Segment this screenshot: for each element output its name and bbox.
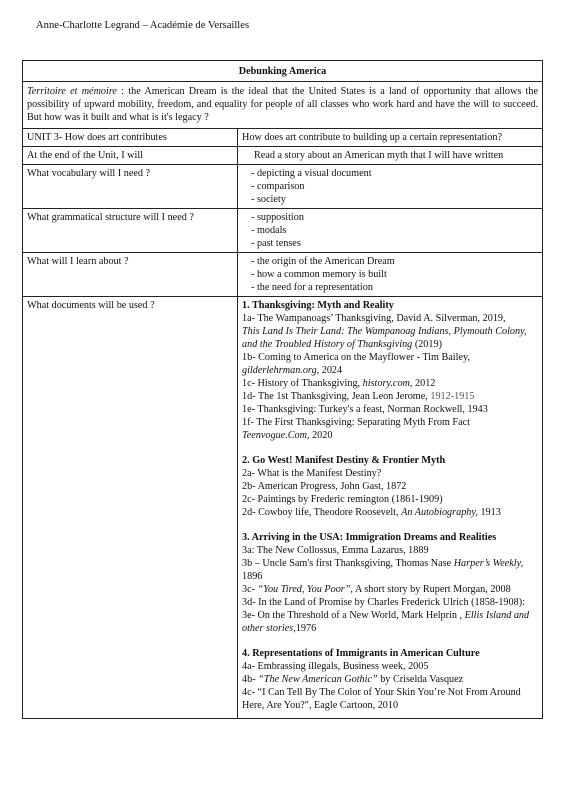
doc-italic: Harper’s Weekly, xyxy=(453,558,524,569)
page-header: Anne-Charlotte Legrand – Académie de Versailles xyxy=(36,20,250,31)
doc-tail: 2024 xyxy=(319,365,343,376)
doc-4a: 4a- Embrassing illegals, Business week, 2005 xyxy=(242,661,429,672)
table-row xyxy=(23,165,543,209)
table-row xyxy=(23,209,543,253)
section-title: 3. Arriving in the USA: Immigration Dreams and Realities xyxy=(242,532,497,543)
table-title: Debunking America xyxy=(23,61,543,82)
intro-text xyxy=(23,82,543,129)
intro-body: : the American Dream is the ideal that the United States is a land of opportunity that allows the possibility of upward mobility, freedom, and equality for people of all classes who work hard and have the will to succeed. But how was it built and what is it's legacy ? xyxy=(27,86,538,123)
doc-tail: 1913 xyxy=(477,507,501,518)
learn-label: What will I learn about ? xyxy=(23,253,238,297)
doc-3a: 3a: The New Collossus, Emma Lazarus, 1889 xyxy=(242,545,429,556)
section-thanksgiving xyxy=(242,299,538,442)
doc-3d: 3d- In the Land of Promise by Charles Frederick Ulrich (1858-1908): xyxy=(242,597,525,608)
doc-3c xyxy=(242,583,538,596)
doc-text: 3e- On the Threshold of a New World, Mark Helprin , xyxy=(242,610,465,621)
list-item: - the need for a representation xyxy=(251,282,373,293)
doc-2a: 2a- What is the Manifest Destiny? xyxy=(242,468,382,479)
unit-plan-table xyxy=(22,60,543,719)
doc-1f xyxy=(242,416,538,442)
list-item: - depicting a visual document xyxy=(251,168,372,179)
list-item: - comparison xyxy=(251,181,305,192)
doc-tail: 1896 xyxy=(242,571,263,582)
doc-italic: “The New American Gothic” xyxy=(258,674,378,685)
doc-4c: 4c- “I Can Tell By The Color of Your Skin You’re Not From Around Here, Are You?", Eagle Cartoon, 2010 xyxy=(242,687,521,711)
grammar-list xyxy=(238,209,543,253)
doc-2c: 2c- Paintings by Frederic remington (1861-1909) xyxy=(242,494,443,505)
doc-1e: 1e- Thanksgiving: Turkey's a feast, Norman Rockwell, 1943 xyxy=(242,404,488,415)
vocab-label: What vocabulary will I need ? xyxy=(23,165,238,209)
table-row xyxy=(23,297,543,719)
doc-tail: (2019) xyxy=(412,339,442,350)
section-title: 1. Thanksgiving: Myth and Reality xyxy=(242,300,394,311)
list-item: - society xyxy=(251,194,286,205)
doc-text: 1b- Coming to America on the Mayflower - Tim Bailey, xyxy=(242,352,470,363)
doc-italic: An Autobiography, xyxy=(401,507,478,518)
doc-text: 1f- The First Thanksgiving: Separating Myth From Fact xyxy=(242,417,470,428)
section-title: 4. Representations of Immigrants in American Culture xyxy=(242,648,480,659)
doc-italic: gilderlehrman.org, xyxy=(242,365,320,376)
doc-italic: history.com xyxy=(362,378,410,389)
end-label: At the end of the Unit, I will xyxy=(23,147,238,165)
doc-tail: , 2012 xyxy=(409,378,436,389)
doc-tail: , 2020 xyxy=(306,430,333,441)
doc-text: 2d- Cowboy life, Theodore Roosevelt, xyxy=(242,507,402,518)
doc-italic: “You Tired, You Poor”, xyxy=(257,584,353,595)
table-row xyxy=(23,253,543,297)
doc-4b xyxy=(242,673,538,686)
grammar-label: What grammatical structure will I need ? xyxy=(23,209,238,253)
list-item: - supposition xyxy=(251,212,304,223)
list-item: - how a common memory is built xyxy=(251,269,387,280)
section-go-west xyxy=(242,454,538,519)
doc-1c xyxy=(242,377,538,390)
unit-value: How does art contribute to building up a certain representation? xyxy=(238,129,543,147)
doc-1b xyxy=(242,351,538,377)
doc-3e xyxy=(242,609,538,635)
docs-list xyxy=(238,297,543,719)
doc-italic: This Land Is Their Land: The Wampanoag Indians, Plymouth Colony, and the Troubled History of Thanksgiving xyxy=(242,326,527,350)
learn-list xyxy=(238,253,543,297)
doc-text: 1a- The Wampanoags’ Thanksgiving, David A. Silverman, 2019, xyxy=(242,313,506,324)
vocab-list xyxy=(238,165,543,209)
section-title: 2. Go West! Manifest Destiny & Frontier Myth xyxy=(242,455,446,466)
table-row xyxy=(23,129,543,147)
title-row xyxy=(23,61,543,82)
end-value: Read a story about an American myth that I will have written xyxy=(238,147,543,165)
list-item: - the origin of the American Dream xyxy=(251,256,395,267)
doc-1d xyxy=(242,390,538,403)
list-item: - past tenses xyxy=(251,238,301,249)
intro-row xyxy=(23,82,543,129)
doc-italic: Teenvogue.Com xyxy=(242,430,307,441)
section-arriving-usa xyxy=(242,531,538,635)
doc-tail: 1976 xyxy=(295,623,317,634)
doc-2d xyxy=(242,506,538,519)
docs-label: What documents will be used ? xyxy=(23,297,238,719)
intro-lead: Territoire et mémoire xyxy=(27,86,117,97)
list-item: - modals xyxy=(251,225,287,236)
doc-1a xyxy=(242,312,538,351)
doc-text: 3c- xyxy=(242,584,258,595)
doc-tail: by Criselda Vasquez xyxy=(377,674,464,685)
unit-label: UNIT 3- How does art contributes xyxy=(23,129,238,147)
doc-3b xyxy=(242,557,538,583)
doc-italic: Ellis Island and other stories, xyxy=(242,610,530,634)
doc-text: 4b- xyxy=(242,674,259,685)
doc-text: 3b – Uncle Sam's first Thanksgiving, Thomas Nase xyxy=(242,558,454,569)
doc-text: 1d- The 1st Thanksgiving, Jean Leon Jerome, xyxy=(242,391,431,402)
section-representations xyxy=(242,647,538,712)
doc-2b: 2b- American Progress, John Gast, 1872 xyxy=(242,481,407,492)
doc-tail: A short story by Rupert Morgan, 2008 xyxy=(352,584,511,595)
doc-text: 1c- History of Thanksgiving, xyxy=(242,378,363,389)
doc-date: 1912-1915 xyxy=(430,391,475,402)
table-row xyxy=(23,147,543,165)
